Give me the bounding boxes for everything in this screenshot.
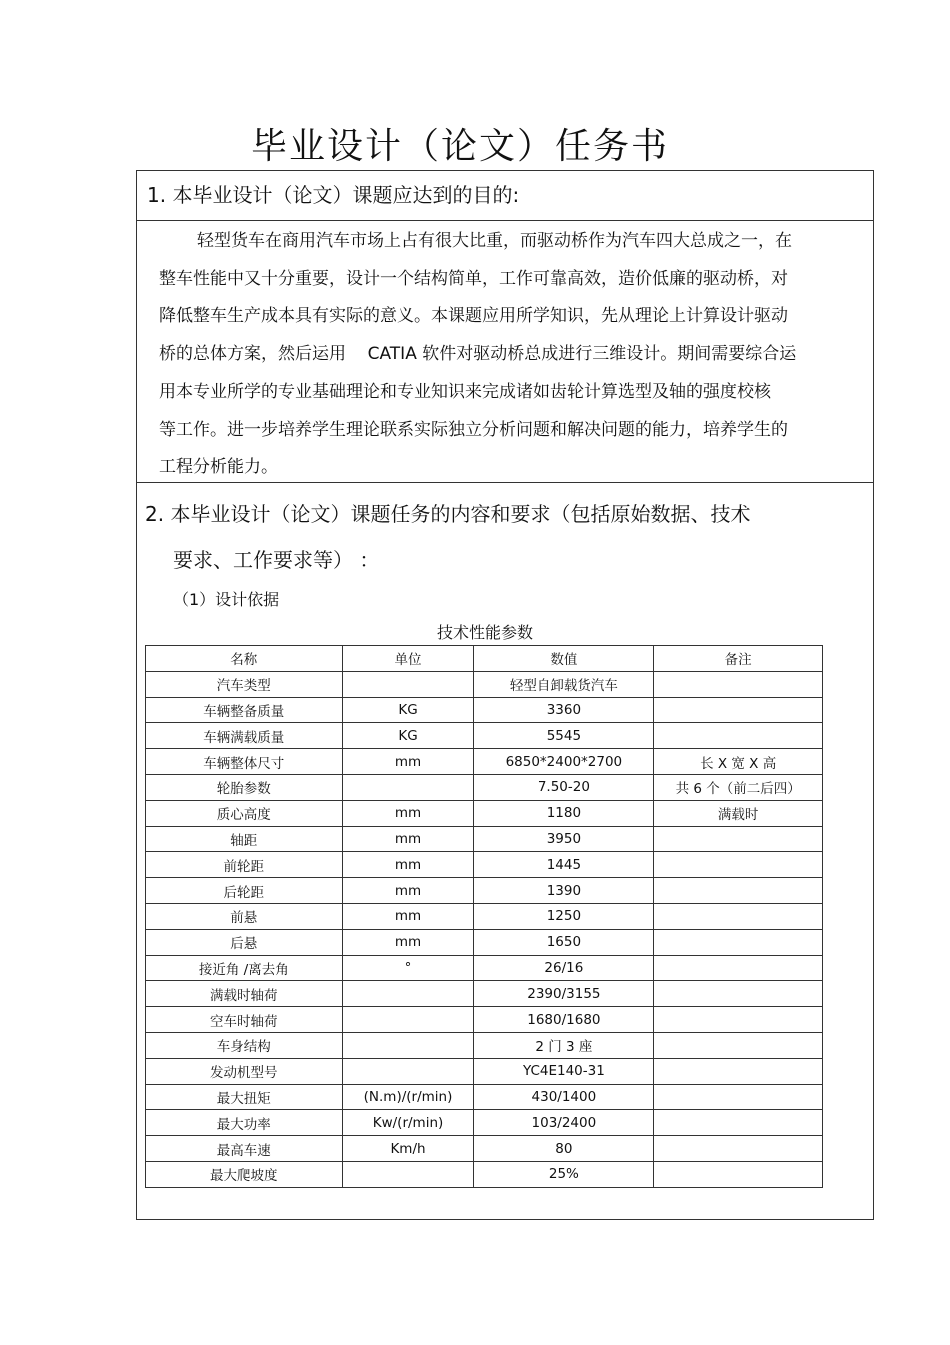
section1-line: 轻型货车在商用汽车市场上占有很大比重，而驱动桥作为汽车四大总成之一，在 [197,231,792,251]
cell-name: 车辆整体尺寸 [146,749,343,775]
table-header-row [146,646,823,672]
cell-name: 空车时轴荷 [146,1007,343,1033]
cell-unit: KG [342,697,474,723]
cell-remark [654,697,823,723]
cell-unit [342,1058,474,1084]
cell-value: 7.50-20 [474,774,654,800]
cell-remark [654,1084,823,1110]
cell-unit: mm [342,929,474,955]
header-value: 数值 [474,646,654,672]
cell-value: 1250 [474,903,654,929]
table-row [146,749,823,775]
section1-line: 工程分析能力。 [159,457,278,478]
cell-unit [342,774,474,800]
cell-name: 车辆整备质量 [146,697,343,723]
cell-remark [654,1110,823,1136]
table-row [146,852,823,878]
table-row [146,826,823,852]
cell-remark [654,1058,823,1084]
cell-value: 3360 [474,697,654,723]
header-name: 名称 [146,646,343,672]
section2-heading [145,491,835,583]
table-row [146,671,823,697]
cell-remark [654,929,823,955]
cell-unit [342,1007,474,1033]
cell-value: 2 门 3 座 [474,1032,654,1058]
cell-unit: mm [342,826,474,852]
table-row [146,903,823,929]
cell-value: 5545 [474,723,654,749]
section1-line: 桥的总体方案，然后运用 CATIA 软件对驱动桥总成进行三维设计。期间需要综合运 [159,344,797,365]
cell-unit: mm [342,800,474,826]
section2-heading-line1: 2. 本毕业设计（论文）课题任务的内容和要求（包括原始数据、技术 [145,502,751,526]
design-basis-label: （1）设计依据 [173,590,280,609]
cell-unit: mm [342,878,474,904]
cell-value: 1390 [474,878,654,904]
cell-value: 25% [474,1161,654,1187]
cell-remark [654,671,823,697]
table-row [146,1136,823,1162]
table-row [146,1084,823,1110]
cell-value: YC4E140-31 [474,1058,654,1084]
cell-unit: ° [342,955,474,981]
cell-remark [654,1161,823,1187]
cell-name: 后轮距 [146,878,343,904]
cell-name: 汽车类型 [146,671,343,697]
cell-name: 发动机型号 [146,1058,343,1084]
document-title: 毕业设计（论文）任务书 [250,126,669,167]
cell-remark [654,852,823,878]
tech-params-table [145,645,823,1188]
cell-value: 103/2400 [474,1110,654,1136]
cell-value: 1445 [474,852,654,878]
section1-line: 用本专业所学的专业基础理论和专业知识来完成诸如齿轮计算选型及轴的强度校核 [159,381,771,402]
cell-remark [654,955,823,981]
cell-value: 1680/1680 [474,1007,654,1033]
cell-value: 26/16 [474,955,654,981]
cell-remark [654,723,823,749]
cell-name: 前轮距 [146,852,343,878]
cell-name: 前悬 [146,903,343,929]
cell-name: 轴距 [146,826,343,852]
cell-unit [342,671,474,697]
table-row [146,697,823,723]
cell-unit: KG [342,723,474,749]
cell-value: 1650 [474,929,654,955]
cell-name: 最大爬坡度 [146,1161,343,1187]
cell-name: 后悬 [146,929,343,955]
cell-unit [342,981,474,1007]
table-caption: 技术性能参数 [436,623,533,642]
cell-unit: Kw/(r/min) [342,1110,474,1136]
cell-name: 质心高度 [146,800,343,826]
section-divider [137,482,873,483]
table-row [146,723,823,749]
table-row [146,1058,823,1084]
cell-unit: mm [342,852,474,878]
cell-remark: 共 6 个（前二后四） [654,774,823,800]
cell-remark [654,826,823,852]
cell-unit: (N.m)/(r/min) [342,1084,474,1110]
cell-remark [654,981,823,1007]
table-row [146,1161,823,1187]
header-remark: 备注 [654,646,823,672]
cell-value: 6850*2400*2700 [474,749,654,775]
table-row [146,800,823,826]
cell-value: 轻型自卸载货汽车 [474,671,654,697]
cell-unit: mm [342,749,474,775]
section1-line: 等工作。进一步培养学生理论联系实际独立分析问题和解决问题的能力，培养学生的 [159,419,788,440]
table-row [146,929,823,955]
cell-value: 430/1400 [474,1084,654,1110]
cell-value: 1180 [474,800,654,826]
cell-value: 2390/3155 [474,981,654,1007]
cell-name: 接近角 /离去角 [146,955,343,981]
section2-heading-line2: 要求、工作要求等） ： [173,548,380,572]
table-row [146,1007,823,1033]
cell-remark [654,1032,823,1058]
cell-value: 3950 [474,826,654,852]
cell-name: 最高车速 [146,1136,343,1162]
section1-line: 降低整车生产成本具有实际的意义。本课题应用所学知识，先从理论上计算设计驱动 [159,306,788,327]
table-row [146,1110,823,1136]
task-frame [136,170,874,1220]
section1-body [159,221,839,487]
cell-unit: mm [342,903,474,929]
table-row [146,981,823,1007]
cell-name: 车身结构 [146,1032,343,1058]
table-row [146,1032,823,1058]
table-row [146,878,823,904]
cell-remark [654,903,823,929]
cell-name: 最大扭矩 [146,1084,343,1110]
header-unit: 单位 [342,646,474,672]
cell-unit [342,1032,474,1058]
cell-name: 车辆满载质量 [146,723,343,749]
cell-name: 轮胎参数 [146,774,343,800]
cell-unit: Km/h [342,1136,474,1162]
table-row [146,774,823,800]
cell-remark [654,1007,823,1033]
cell-remark: 长 X 宽 X 高 [654,749,823,775]
cell-remark: 满载时 [654,800,823,826]
table-row [146,955,823,981]
cell-name: 最大功率 [146,1110,343,1136]
cell-unit [342,1161,474,1187]
cell-remark [654,1136,823,1162]
cell-remark [654,878,823,904]
section1-heading: 1. 本毕业设计（论文）课题应达到的目的: [137,171,873,221]
cell-name: 满载时轴荷 [146,981,343,1007]
cell-value: 80 [474,1136,654,1162]
section1-line: 整车性能中又十分重要，设计一个结构简单，工作可靠高效，造价低廉的驱动桥，对 [159,268,788,289]
